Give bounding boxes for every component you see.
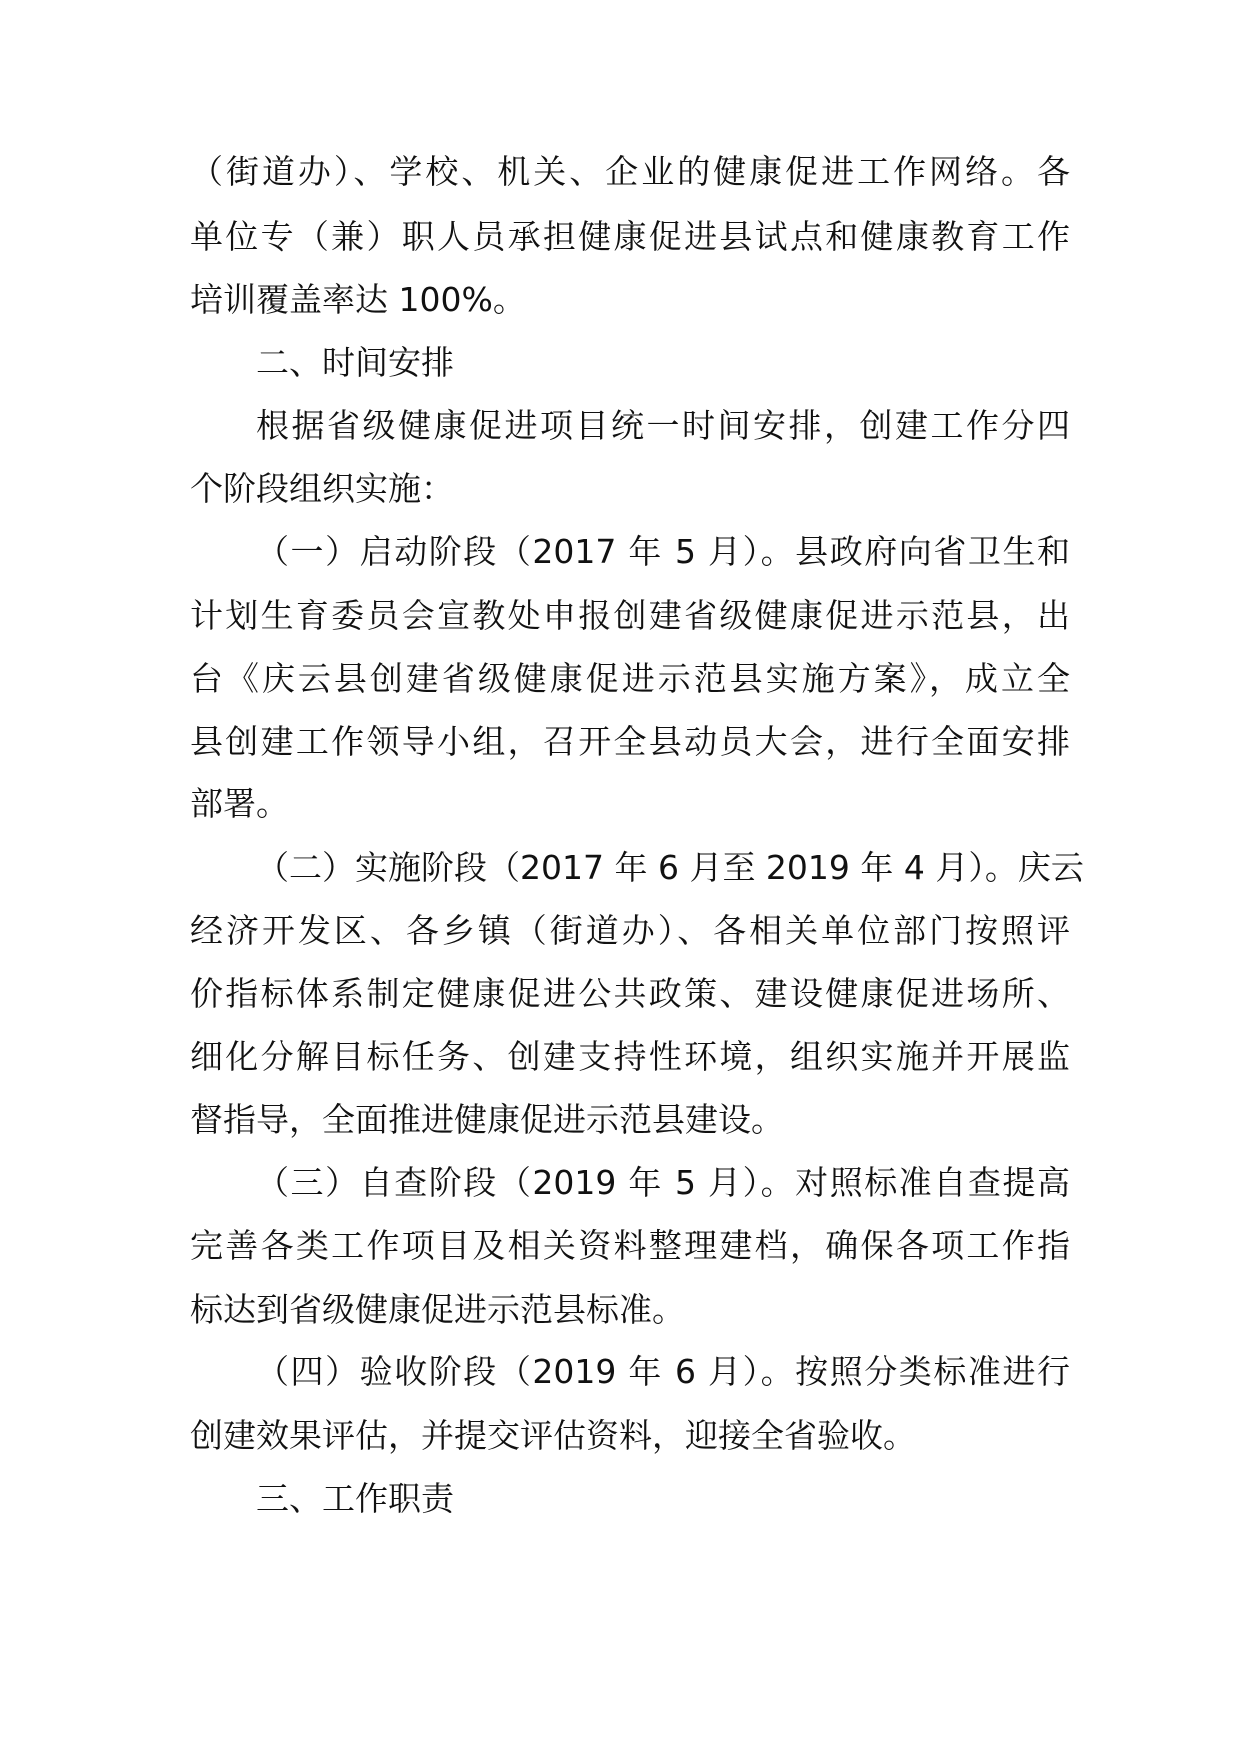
- text-line: （四）验收阶段（2019 年 6 月）。按照分类标准进行: [256, 1352, 1070, 1391]
- text-line: （一）启动阶段（2017 年 5 月）。县政府向省卫生和: [256, 532, 1070, 571]
- text-line: 部署。: [190, 784, 289, 823]
- text-line: 完善各类工作项目及相关资料整理建档，确保各项工作指: [190, 1226, 1070, 1265]
- text-line: （二）实施阶段（2017 年 6 月至 2019 年 4 月）。庆云: [256, 848, 1084, 887]
- text-line: 督指导，全面推进健康促进示范县建设。: [190, 1100, 784, 1139]
- text-line: 价指标体系制定健康促进公共政策、建设健康促进场所、: [190, 974, 1070, 1013]
- text-line: 台《庆云县创建省级健康促进示范县实施方案》，成立全: [190, 659, 1070, 698]
- text-line: 计划生育委员会宣教处申报创建省级健康促进示范县，出: [190, 596, 1070, 635]
- text-line: 根据省级健康促进项目统一时间安排，创建工作分四: [256, 406, 1070, 445]
- text-line: 经济开发区、各乡镇（街道办）、各相关单位部门按照评: [190, 911, 1070, 950]
- text-line: 二、时间安排: [256, 343, 454, 382]
- text-line: 三、工作职责: [256, 1479, 454, 1518]
- text-line: 县创建工作领导小组，召开全县动员大会，进行全面安排: [190, 722, 1070, 761]
- text-line: 细化分解目标任务、创建支持性环境，组织实施并开展监: [190, 1037, 1070, 1076]
- text-line: （三）自查阶段（2019 年 5 月）。对照标准自查提高: [256, 1163, 1070, 1202]
- text-line: （街道办）、学校、机关、企业的健康促进工作网络。各: [190, 152, 1070, 191]
- text-line: 个阶段组织实施：: [190, 469, 454, 508]
- text-line: 创建效果评估，并提交评估资料，迎接全省验收。: [190, 1416, 916, 1455]
- text-line: 单位专（兼）职人员承担健康促进县试点和健康教育工作: [190, 217, 1070, 256]
- text-line: 培训覆盖率达 100%。: [190, 280, 526, 319]
- text-line: 标达到省级健康促进示范县标准。: [190, 1290, 685, 1329]
